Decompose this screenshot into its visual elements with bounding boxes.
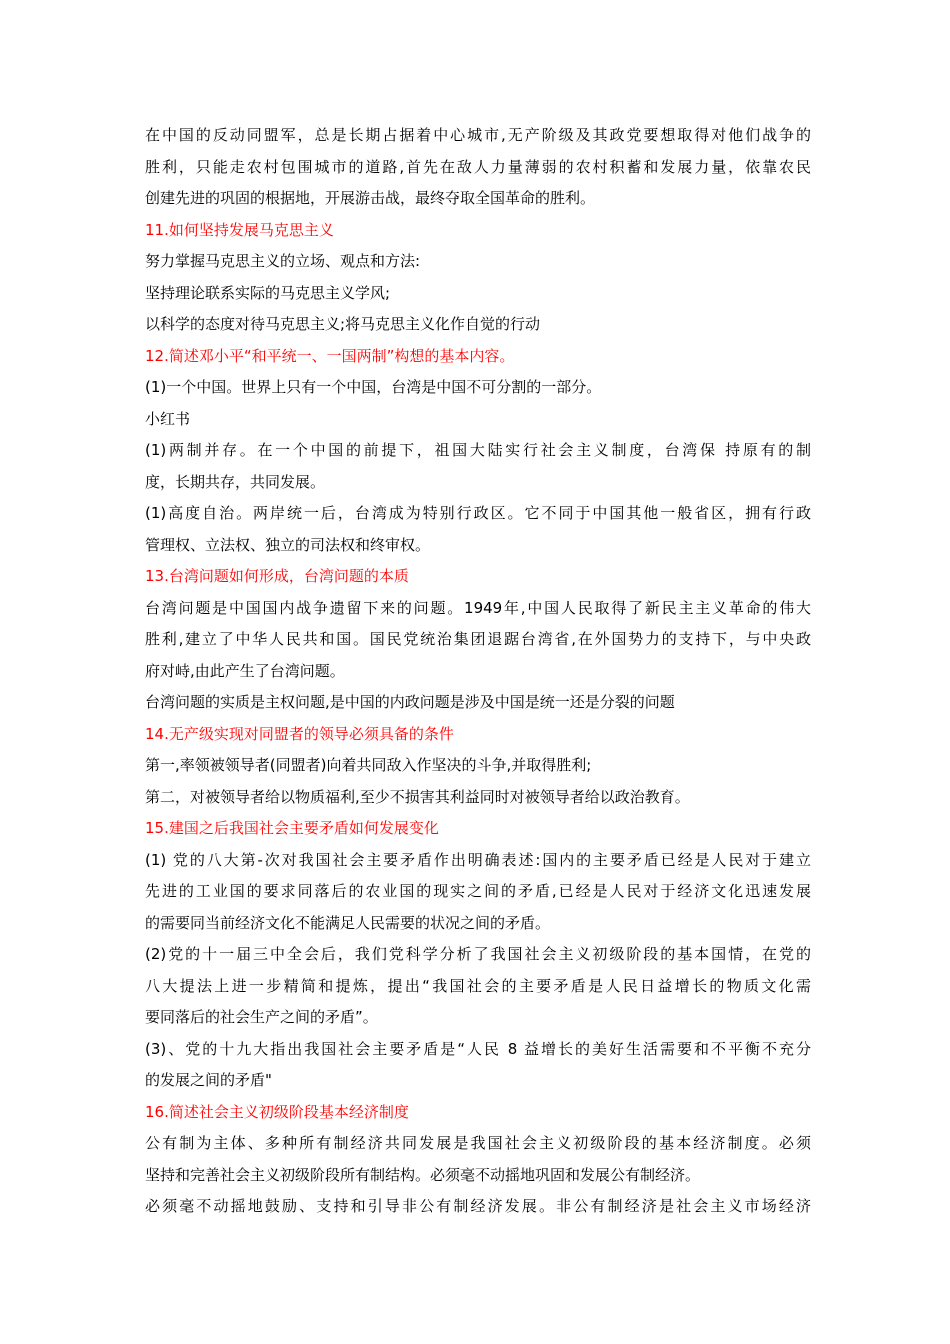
paragraph-line: 度，长期共存，共同发展。: [145, 472, 326, 491]
paragraph-line: 要同落后的社会生产之间的矛盾”。: [145, 1008, 378, 1026]
paragraph-line: 坚持和完善社会主义初级阶段所有制结构。必须毫不动摇地巩固和发展公有制经济。: [145, 1165, 701, 1184]
paragraph-line: 第一,率领被领导者(同盟者)向着共同敌入作坚决的斗争,并取得胜利;: [145, 756, 592, 774]
paragraph-line: 坚持理论联系实际的马克思主义学风;: [145, 283, 391, 302]
document-body: [145, 120, 811, 1223]
paragraph-line: 管理权、立法权、独立的司法权和终审权。: [145, 535, 431, 554]
paragraph-line: (2)党的十一届三中全会后，我们党科学分析了我国社会主义初级阶段的基本国情，在党的: [145, 945, 811, 963]
paragraph-line: (1)一个中国。世界上只有一个中国，台湾是中国不可分割的一部分。: [145, 378, 602, 396]
paragraph-line: 胜利,建立了中华人民共和国。国民党统治集团退踞台湾省,在外国势力的支持下，与中央政: [145, 630, 811, 648]
paragraph-line: 八大提法上进一步精简和提炼，提出“我国社会的主要矛盾是人民日益增长的物质文化需: [145, 976, 811, 995]
paragraph-line: 台湾问题是中国国内战争遗留下来的问题。1949年,中国人民取得了新民主主义革命的伟大: [145, 598, 811, 617]
paragraph-line: 的需要同当前经济文化不能满足人民需要的状况之间的矛盾。: [145, 913, 551, 932]
paragraph-line: 台湾问题的实质是主权问题,是中国的内政问题是涉及中国是统一还是分裂的问题: [145, 693, 675, 711]
paragraph-line: 公有制为主体、多种所有制经济共同发展是我国社会主义初级阶段的基本经济制度。必须: [145, 1134, 811, 1152]
paragraph-line: 努力掌握马克思主义的立场、观点和方法:: [145, 252, 421, 270]
paragraph-line: 必须毫不动摇地鼓励、支持和引导非公有制经济发展。非公有制经济是社会主义市场经济: [145, 1197, 811, 1215]
paragraph-line: 以科学的态度对待马克思主义;将马克思主义化作自觉的行动: [145, 315, 541, 333]
section-heading-12: 12.简述邓小平“和平统一、一国两制”构想的基本内容。: [145, 346, 515, 365]
paragraph-line: 胜利，只能走农村包围城市的道路,首先在敌人力量薄弱的农村积蓄和发展力量，依靠农民: [145, 157, 811, 176]
paragraph-line: 的发展之间的矛盾": [145, 1071, 272, 1089]
paragraph-line: 先进的工业国的要求同落后的农业国的现实之间的矛盾,已经是人民对于经济文化迅速发展: [145, 882, 811, 900]
paragraph-line: 小红书: [145, 409, 191, 428]
section-heading-11: 11.如何坚持发展马克思主义: [145, 220, 334, 239]
paragraph-line: 创建先进的巩固的根据地，开展游击战，最终夺取全国革命的胜利。: [145, 189, 596, 207]
paragraph-line: 第二，对被领导者给以物质福利,至少不损害其利益同时对被领导者给以政治教育。: [145, 787, 690, 806]
paragraph-line: (1)高度自治。两岸统一后，台湾成为特别行政区。它不同于中国其他一般省区，拥有行政: [145, 504, 811, 522]
section-heading-13: 13.台湾问题如何形成，台湾问题的本质: [145, 567, 409, 585]
section-heading-16: 16.简述社会主义初级阶段基本经济制度: [145, 1102, 409, 1121]
paragraph-line: (1) 党的八大第-次对我国社会主要矛盾作出明确表述:国内的主要矛盾已经是人民对于建立: [145, 850, 811, 869]
paragraph-line: 在中国的反动同盟军，总是长期占据着中心城市,无产阶级及其政党要想取得对他们战争的: [145, 126, 811, 144]
paragraph-line: 府对峙,由此产生了台湾问题。: [145, 661, 345, 680]
section-heading-15: 15.建国之后我国社会主要矛盾如何发展变化: [145, 819, 439, 837]
section-heading-14: 14.无产级实现对同盟者的领导必须具备的条件: [145, 724, 454, 743]
paragraph-line: (3)、党的十九大指出我国社会主要矛盾是“人民 8 益增长的美好生活需要和不平衡不充分: [145, 1039, 811, 1058]
paragraph-line: (1)两制并存。在一个中国的前提下，祖国大陆实行社会主义制度，台湾保 持原有的制: [145, 441, 811, 459]
